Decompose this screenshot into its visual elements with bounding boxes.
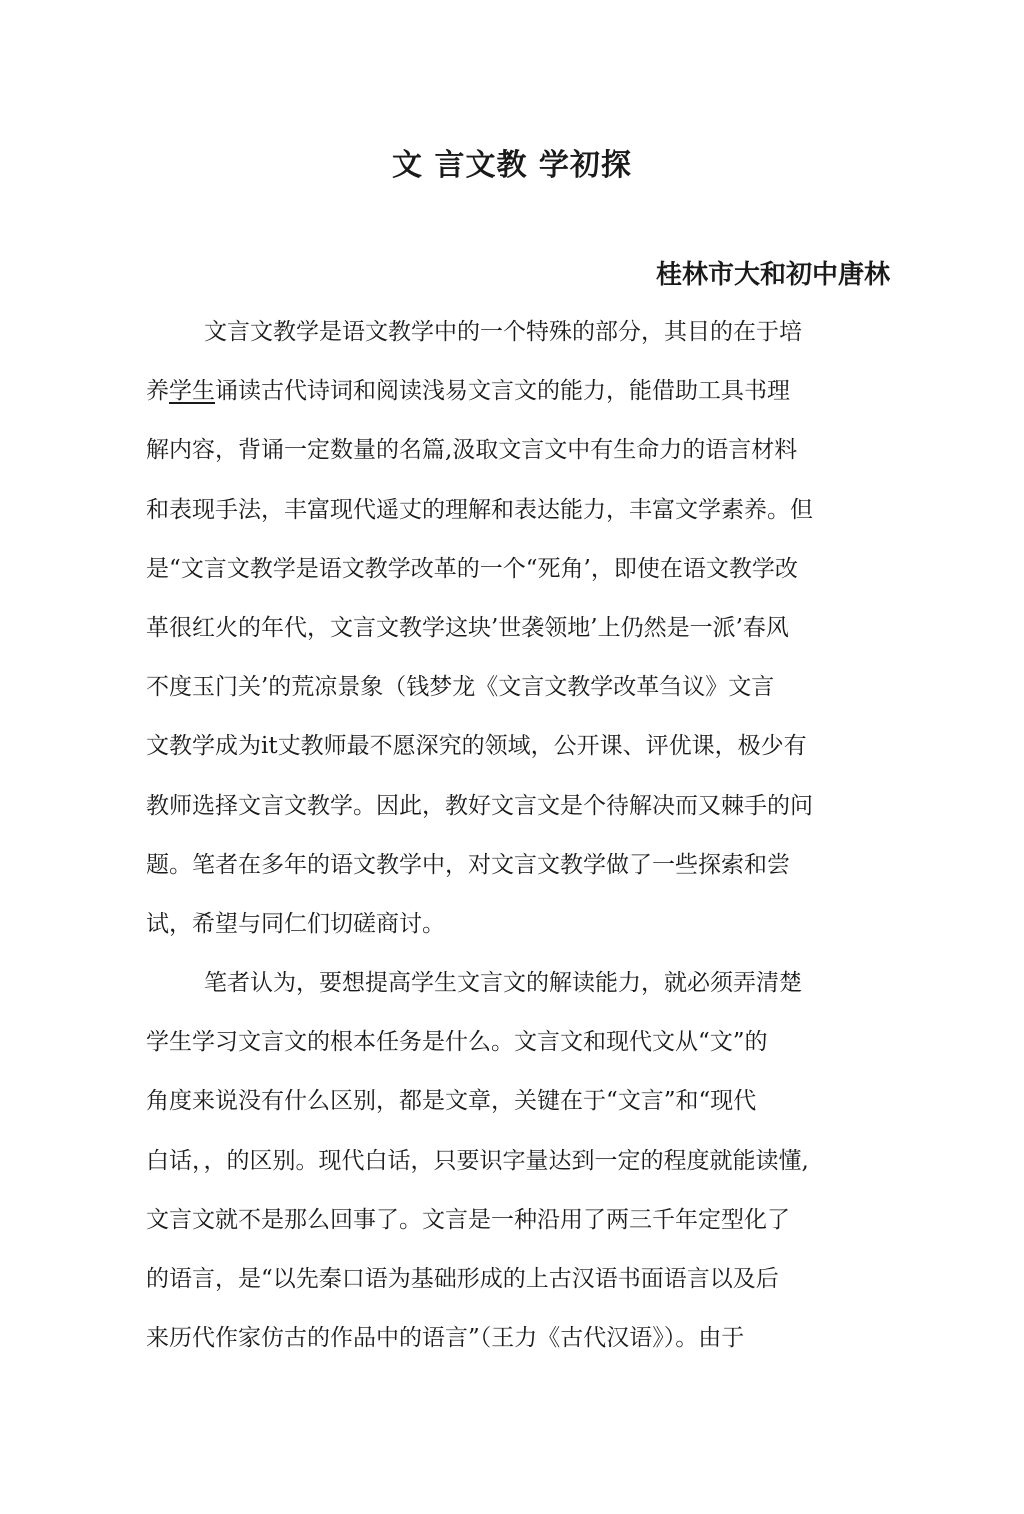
paragraph-line: 来历代作家仿古的作品中的语言”（王力《古代汉语》）。由于 bbox=[146, 1325, 745, 1352]
paragraph-line: 题。笔者在多年的语文教学中，对文言文教学做了一些探索和尝 bbox=[146, 851, 790, 878]
body-text bbox=[146, 310, 906, 1375]
paragraph-line: 笔者认为，要想提高学生文言文的解读能力，就必须弄清楚 bbox=[204, 970, 802, 997]
paragraph-line: 的语言，是“以先秦口语为基础形成的上古汉语书面语言以及后 bbox=[146, 1266, 779, 1292]
paragraph-line: 解内容，背诵一定数量的名篇,汲取文言文中有生命力的语言材料 bbox=[146, 437, 798, 464]
paragraph-line: 白话，，的区别。现代白话，只要识字量达到一定的程度就能读懂, bbox=[146, 1147, 809, 1174]
paragraph-line: 和表现手法，丰富现代遥丈的理解和表达能力，丰富文学素养。但 bbox=[146, 496, 813, 523]
paragraph-line: 革很红火的年代，文言文教学这块’世袭领地’上仍然是一派’春风 bbox=[146, 614, 789, 641]
paragraph-line: 学生学习文言文的根本任务是什么。文言文和现代文从“文”的 bbox=[146, 1029, 768, 1056]
paragraph-line: 教师选择文言文教学。因此，教好文言文是个待解决而又棘手的问 bbox=[146, 792, 813, 819]
paragraph-line: 文言文教学是语文教学中的一个特殊的部分，其目的在于培 bbox=[204, 319, 802, 345]
underlined-word: 学生 bbox=[169, 378, 215, 405]
author-line: 桂林市大和初中唐林 bbox=[655, 260, 890, 290]
paragraph-line bbox=[146, 369, 906, 428]
paragraph-line: 是“文言文教学是语文教学改革的一个“死角’，即使在语文教学改 bbox=[146, 555, 798, 582]
line-prefix: 养 bbox=[146, 378, 169, 405]
paragraph-line: 不度玉门关’的荒凉景象（钱梦龙《文言文教学改革刍议》文言 bbox=[146, 674, 775, 701]
paragraph-line: 文教学成为it丈教师最不愿深究的领域，公开课、评优课，极少有 bbox=[146, 733, 807, 760]
document-title: 文 言文教 学初探 bbox=[392, 148, 632, 183]
line-rest: 诵读古代诗词和阅读浅易文言文的能力，能借助工具书理 bbox=[215, 378, 790, 405]
paragraph-line: 角度来说没有什么区别，都是文章，关键在于“文言”和“现代 bbox=[146, 1088, 757, 1115]
paragraph-line: 文言文就不是那么回事了。文言是一种沿用了两三千年定型化了 bbox=[146, 1206, 790, 1233]
paragraph-line: 试，希望与同仁们切磋商讨。 bbox=[146, 910, 445, 937]
